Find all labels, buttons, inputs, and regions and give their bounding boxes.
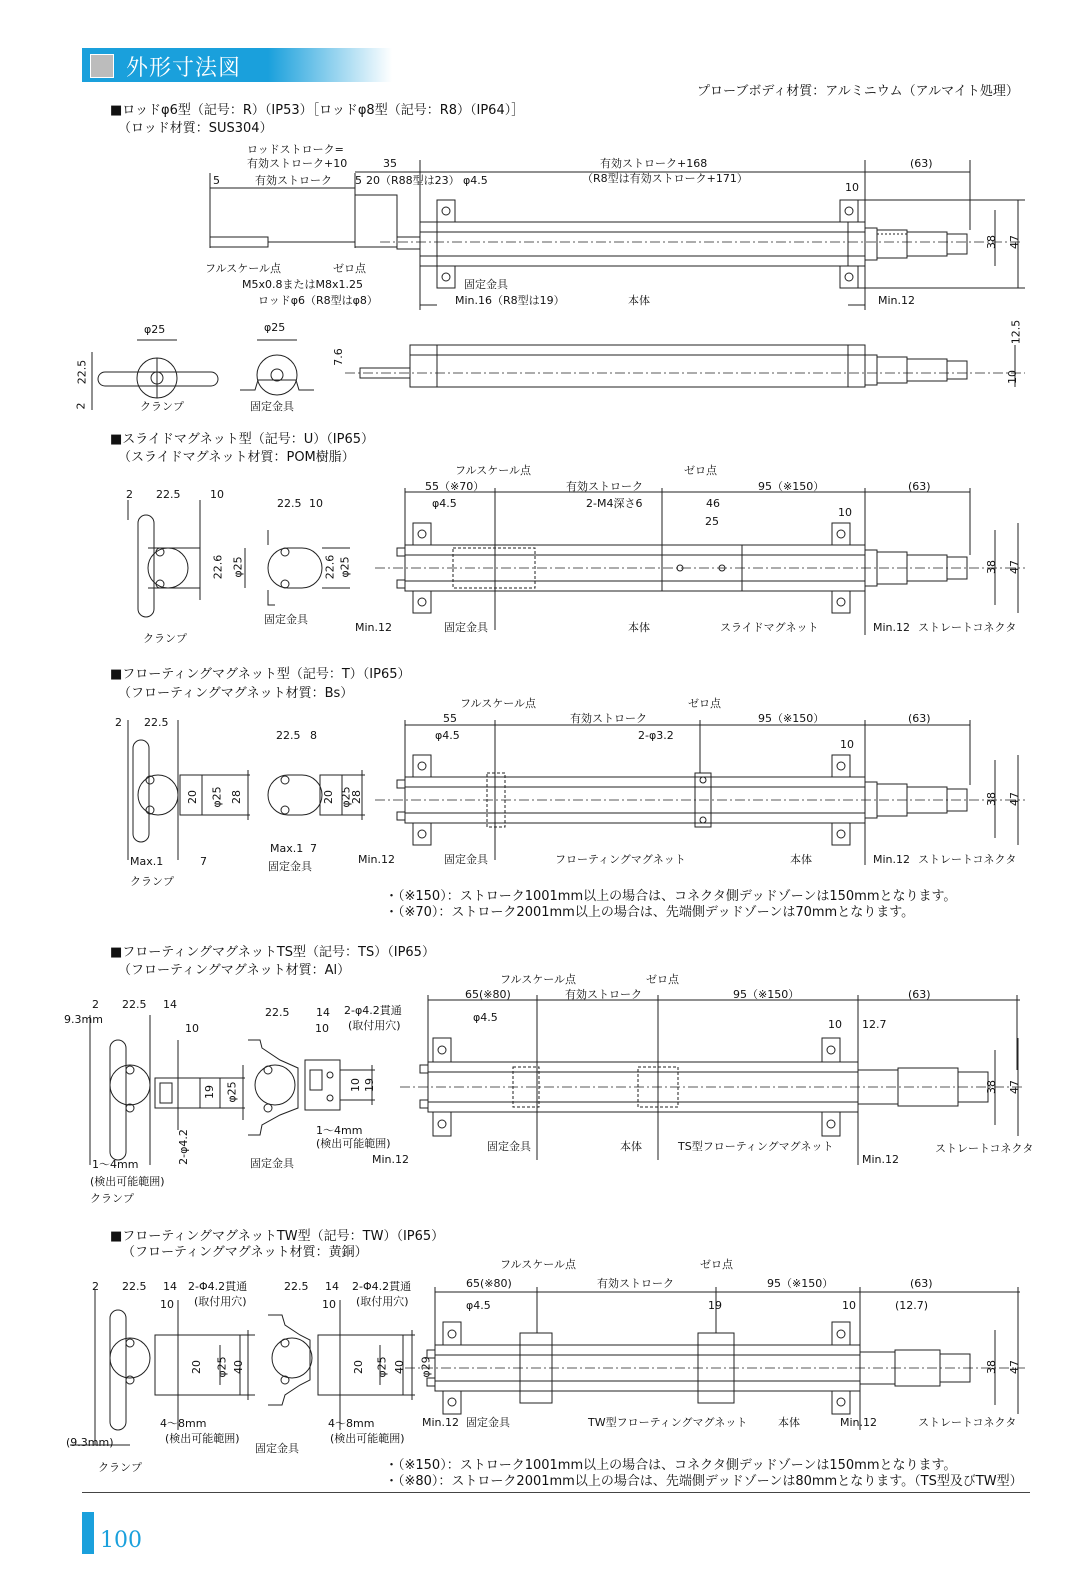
slide-label-21: 47 — [1008, 560, 1021, 574]
tw-label-12: 有効ストローク — [597, 1277, 674, 1290]
floating-label-22: 7 — [200, 855, 207, 868]
tw-label-39: Min.12 — [840, 1416, 878, 1429]
ts-label-35: Min.12 — [862, 1153, 900, 1166]
floating-label-4: 55 — [443, 712, 457, 725]
slide-label-17: φ25 — [231, 556, 245, 578]
floating-label-28: 固定金具 — [444, 853, 488, 866]
tw-label-26: 40 — [393, 1360, 406, 1374]
rod-label-17: M5x0.8またはM8x1.25 — [242, 278, 363, 291]
floating-label-32: ストレートコネクタ — [918, 853, 1017, 866]
slide-label-1: ゼロ点 — [684, 464, 717, 477]
slide-label-25: 固定金具 — [444, 621, 488, 634]
tw-label-21: 20 — [190, 1360, 203, 1374]
tw-label-9: 2-Φ4.2貫通 — [352, 1280, 412, 1293]
ts-label-12: (取付用穴) — [348, 1019, 401, 1032]
ts-label-20: φ25 — [225, 1081, 239, 1103]
tw-label-38: 本体 — [778, 1416, 800, 1429]
rod-label-13: 47 — [1008, 235, 1021, 249]
slide-label-24: Min.12 — [355, 621, 393, 634]
tw-label-34: (9.3mm) — [66, 1436, 114, 1449]
ts-label-7: 95（※150） — [733, 988, 800, 1001]
ts-label-17: 10 — [828, 1018, 842, 1031]
ts-label-22: 19 — [363, 1078, 376, 1092]
floating-label-6: 95（※150） — [758, 712, 825, 725]
footer-divider — [82, 1492, 1030, 1493]
rod-label-30: 固定金具 — [250, 400, 294, 413]
floating-label-27: Min.12 — [358, 853, 396, 866]
slide-views — [128, 488, 1025, 635]
ts-label-3: 22.5 — [122, 998, 147, 1011]
floating-label-29: フローティングマグネット — [555, 853, 686, 866]
body-material-note: プローブボディ材質：アルミニウム（アルマイト処理） — [697, 84, 1019, 99]
tw-label-25: φ25 — [375, 1356, 389, 1378]
slide-label-26: 本体 — [628, 621, 650, 634]
ts-label-8: (63) — [908, 988, 931, 1001]
rod-label-27: 12.5 — [1009, 319, 1023, 345]
rod-label-0: ロッドストローク= — [247, 143, 344, 156]
rod-label-2: 35 — [383, 157, 397, 170]
tw-label-8: 14 — [325, 1280, 339, 1293]
slide-label-12: 25 — [705, 515, 719, 528]
rod-label-25: 2 — [74, 402, 88, 410]
tw-label-19: 10 — [160, 1298, 174, 1311]
slide-label-11: 46 — [706, 497, 720, 510]
ts-section-material: （フローティングマグネット材質：Al） — [118, 963, 351, 978]
ts-label-32: TS型フローティングマグネット — [678, 1140, 834, 1153]
ts-label-11: 2-φ4.2貫通 — [344, 1004, 402, 1017]
slide-label-7: 95（※150） — [758, 480, 825, 493]
rod-section-material: （ロッド材質：SUS304） — [118, 121, 273, 136]
tw-label-22: φ25 — [215, 1356, 229, 1378]
ts-label-30: 固定金具 — [487, 1140, 531, 1153]
note2-80: ・（※80）：ストローク2001mm以上の場合は、先端側デッドゾーンは80mmとなります。（TS型及びTW型） — [385, 1474, 1023, 1489]
rod-label-16: 固定金具 — [464, 278, 508, 291]
rod-label-18: ロッドφ6（R8型はφ8） — [258, 294, 378, 307]
tw-label-20: 10 — [322, 1298, 336, 1311]
floating-label-2: 2 — [115, 716, 122, 729]
floating-label-3: 22.5 — [144, 716, 169, 729]
rod-label-5: 5 — [213, 174, 220, 187]
rod-label-26: 7.6 — [331, 348, 345, 366]
slide-label-3: 22.5 — [156, 488, 181, 501]
tw-label-31: (検出可能範囲) — [165, 1432, 240, 1445]
slide-label-2: 2 — [126, 488, 133, 501]
tw-label-10: (取付用穴) — [356, 1295, 409, 1308]
tw-label-28: 38 — [985, 1360, 998, 1374]
slide-label-6: 有効ストローク — [566, 480, 643, 493]
floating-label-26: 固定金具 — [268, 860, 312, 873]
rod-label-29: クランプ — [140, 400, 184, 413]
ts-label-10: 14 — [316, 1006, 330, 1019]
slide-label-19: φ25 — [338, 556, 352, 578]
slide-label-5: 55（※70） — [425, 480, 485, 493]
tw-label-42: 固定金具 — [255, 1442, 299, 1455]
tw-label-37: TW型フローティングマグネット — [588, 1416, 748, 1429]
ts-label-31: 本体 — [620, 1140, 642, 1153]
floating-label-10: φ4.5 — [435, 729, 460, 742]
rod-side-views — [92, 340, 1025, 410]
ts-label-0: フルスケール点 — [500, 973, 577, 986]
rod-label-19: Min.16（R8型は19） — [455, 294, 565, 307]
tw-section-title: ■フローティングマグネットTW型（記号：TW）（IP65） — [110, 1229, 445, 1244]
rod-label-11: 10 — [845, 181, 859, 194]
rod-label-3: 有効ストローク+168 — [600, 157, 708, 170]
slide-label-22: クランプ — [143, 632, 187, 645]
floating-label-30: 本体 — [790, 853, 812, 866]
ts-label-18: 12.7 — [862, 1018, 887, 1031]
ts-section-title: ■フローティングマグネットTS型（記号：TS）（IP65） — [110, 945, 435, 960]
tw-label-40: ストレートコネクタ — [918, 1416, 1017, 1429]
rod-label-23: φ25 — [264, 321, 286, 334]
floating-label-21: Max.1 — [130, 855, 164, 868]
slide-label-15: 10 — [309, 497, 323, 510]
floating-label-25: クランプ — [130, 875, 174, 888]
rod-label-7: 5 — [355, 174, 362, 187]
floating-section-title: ■フローティングマグネット型（記号：T）（IP65） — [110, 667, 411, 682]
ts-label-19: 19 — [203, 1085, 216, 1099]
slide-label-8: (63) — [908, 480, 931, 493]
tw-label-36: 固定金具 — [466, 1416, 510, 1429]
slide-label-10: 2-M4深さ6 — [586, 497, 643, 510]
ts-label-4: 14 — [163, 998, 177, 1011]
ts-label-24: 47 — [1008, 1080, 1021, 1094]
ts-label-6: 有効ストローク — [565, 988, 642, 1001]
tw-label-32: 4～8mm — [328, 1417, 375, 1430]
note-70: ・（※70）：ストローク2001mm以上の場合は、先端側デッドゾーンは70mmとなります。 — [385, 905, 915, 920]
rod-label-22: φ25 — [144, 323, 166, 336]
note-150: ・（※150）：ストローク1001mm以上の場合は、コネクタ側デッドゾーンは150mmとなります。 — [385, 889, 957, 904]
slide-label-27: スライドマグネット — [720, 621, 819, 634]
rod-label-15: ゼロ点 — [333, 262, 366, 275]
ts-label-15: 9.3mm — [64, 1013, 103, 1026]
ts-label-9: 22.5 — [265, 1006, 290, 1019]
floating-label-1: ゼロ点 — [688, 697, 721, 710]
tw-label-3: 22.5 — [122, 1280, 147, 1293]
floating-label-12: 10 — [840, 738, 854, 751]
floating-label-0: フルスケール点 — [460, 697, 537, 710]
floating-label-31: Min.12 — [873, 853, 911, 866]
slide-label-16: 22.6 — [211, 554, 225, 580]
floating-label-24: 7 — [310, 842, 317, 855]
tw-label-1: ゼロ点 — [700, 1258, 733, 1271]
slide-label-14: 22.5 — [277, 497, 302, 510]
floating-label-16: 20 — [322, 790, 335, 804]
ts-label-16: φ4.5 — [473, 1011, 498, 1024]
tw-label-41: クランプ — [98, 1461, 142, 1474]
ts-label-33: ストレートコネクタ — [935, 1142, 1034, 1155]
slide-label-0: フルスケール点 — [455, 464, 532, 477]
ts-label-27: (検出可能範囲) — [316, 1137, 391, 1150]
rod-section-title: ■ロッドφ6型（記号：R）（IP53）［ロッドφ8型（記号：R8）（IP64）］ — [110, 103, 525, 118]
rod-label-12: 38 — [985, 235, 998, 249]
tw-label-18: (12.7) — [895, 1299, 929, 1312]
floating-label-20: 47 — [1008, 792, 1021, 806]
tw-label-30: 4～8mm — [160, 1417, 207, 1430]
tw-label-24: 20 — [352, 1360, 365, 1374]
slide-section-title: ■スライドマグネット型（記号：U）（IP65） — [110, 432, 374, 447]
ts-label-36: クランプ — [90, 1192, 134, 1205]
tw-label-29: 47 — [1008, 1360, 1021, 1374]
note2-150: ・（※150）：ストローク1001mm以上の場合は、コネクタ側デッドゾーンは150mmとなります。 — [385, 1458, 957, 1473]
rod-label-28: 10 — [1006, 370, 1019, 384]
slide-label-23: 固定金具 — [264, 613, 308, 626]
slide-label-18: 22.6 — [323, 554, 337, 580]
slide-label-20: 38 — [985, 560, 998, 574]
floating-label-5: 有効ストローク — [570, 712, 647, 725]
tw-label-23: 40 — [232, 1360, 245, 1374]
rod-label-9: φ4.5 — [463, 174, 488, 187]
rod-label-8: 20（R88型は23） — [366, 174, 460, 187]
slide-section-material: （スライドマグネット材質：POM樹脂） — [118, 450, 355, 465]
ts-label-29: (検出可能範囲) — [90, 1175, 165, 1188]
tw-label-14: (63) — [910, 1277, 933, 1290]
slide-label-13: 10 — [838, 506, 852, 519]
rod-label-1: 有効ストローク+10 — [247, 157, 348, 170]
tw-label-7: 22.5 — [284, 1280, 309, 1293]
rod-label-4: (63) — [910, 157, 933, 170]
tw-label-5: 2-Φ4.2貫通 — [188, 1280, 248, 1293]
tw-label-16: 19 — [708, 1299, 722, 1312]
floating-label-11: 2-φ3.2 — [638, 729, 674, 742]
floating-label-19: 38 — [985, 792, 998, 806]
ts-label-34: Min.12 — [372, 1153, 410, 1166]
ts-label-2: 2 — [92, 998, 99, 1011]
page-number: 100 — [100, 1528, 142, 1553]
floating-label-17: φ25 — [339, 786, 353, 808]
floating-label-14: φ25 — [210, 786, 224, 808]
floating-label-15: 28 — [230, 790, 243, 804]
tw-views — [70, 1287, 1025, 1445]
rod-label-10: （R8型は有効ストローク+171） — [582, 172, 748, 185]
ts-label-26: 1～4mm — [316, 1124, 363, 1137]
slide-label-4: 10 — [210, 488, 224, 501]
ts-label-5: 65(※80) — [465, 988, 511, 1001]
rod-label-14: フルスケール点 — [205, 262, 282, 275]
ts-label-23: 38 — [985, 1080, 998, 1094]
ts-label-1: ゼロ点 — [646, 973, 679, 986]
floating-label-9: 8 — [310, 729, 317, 742]
ts-label-25: 2-φ4.2 — [176, 1129, 190, 1165]
floating-section-material: （フローティングマグネット材質：Bs） — [118, 686, 354, 701]
tw-label-11: 65(※80) — [466, 1277, 512, 1290]
ts-label-14: 10 — [315, 1022, 329, 1035]
tw-label-27: φ29 — [419, 1356, 433, 1378]
floating-label-18: 28 — [350, 790, 363, 804]
slide-label-28: Min.12 — [873, 621, 911, 634]
rod-label-21: Min.12 — [878, 294, 916, 307]
section-title: 外形寸法図 — [126, 56, 242, 81]
rod-label-6: 有効ストローク — [255, 174, 332, 187]
tw-label-17: 10 — [842, 1299, 856, 1312]
ts-label-28: 1～4mm — [92, 1158, 139, 1171]
tw-label-2: 2 — [92, 1280, 99, 1293]
ts-label-37: 固定金具 — [250, 1157, 294, 1170]
page-number-bar — [82, 1512, 94, 1554]
tw-label-4: 14 — [163, 1280, 177, 1293]
floating-views — [128, 720, 1025, 865]
floating-label-23: Max.1 — [270, 842, 304, 855]
slide-label-9: φ4.5 — [432, 497, 457, 510]
tw-section-material: （フローティングマグネット材質：黄銅） — [122, 1245, 368, 1260]
slide-label-29: ストレートコネクタ — [918, 621, 1017, 634]
tw-label-33: (検出可能範囲) — [330, 1432, 405, 1445]
ts-label-21: 10 — [349, 1078, 362, 1092]
ts-label-13: 10 — [185, 1022, 199, 1035]
floating-label-13: 20 — [186, 790, 199, 804]
rod-label-24: 22.5 — [75, 359, 89, 385]
tw-label-15: φ4.5 — [466, 1299, 491, 1312]
tw-label-13: 95（※150） — [767, 1277, 834, 1290]
tw-label-35: Min.12 — [422, 1416, 460, 1429]
rod-label-20: 本体 — [628, 294, 650, 307]
floating-label-8: 22.5 — [276, 729, 301, 742]
tw-label-0: フルスケール点 — [500, 1258, 577, 1271]
tw-label-6: (取付用穴) — [194, 1295, 247, 1308]
floating-label-7: (63) — [908, 712, 931, 725]
